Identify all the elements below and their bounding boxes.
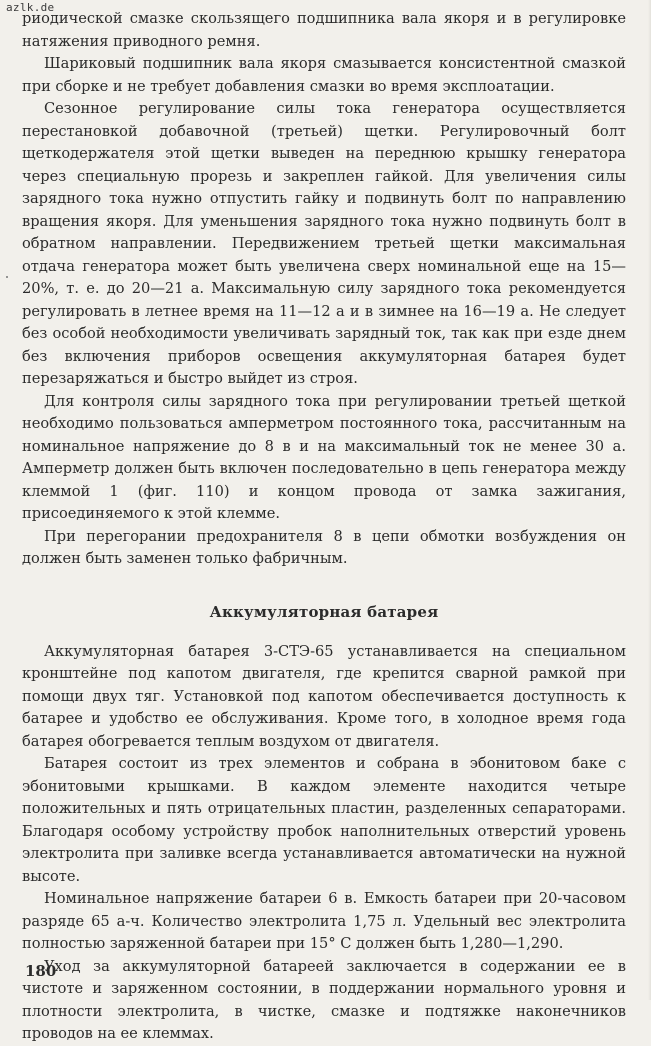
paragraph-battery-specs: Номинальное напряжение батареи 6 в. Емкость батареи при 20-часовом разряде 65 а-ч. Количество электролита 1,75 л. Удельный вес электролита полностью заряженной батареи при 15° С должен быть 1,280—1,290. [22,890,626,952]
section-heading: Аккумуляторная батарея [209,602,439,621]
paragraph-continuation: риодической смазке скользящего подшипника вала якоря и в регулировке натяжения приводного ремня. [22,10,626,50]
scan-speck [6,276,8,278]
paragraph-battery-care: Уход за аккумуляторной батареей заключается в содержании ее в чистоте и заряженном состоянии, в поддержании нормального уровня и плотности электролита, в чистке, смазке и подтяжке наконечников проводов на ее клеммах. [22,957,626,1042]
paragraph-ball-bearing: Шариковый подшипник вала якоря смазывается консистентной смазкой при сборке и не требует добавления смазки во время эксплоатации. [22,55,626,95]
page-number: 180 [25,962,57,980]
watermark: azlk.de [6,1,55,14]
paragraph-ammeter-control: Для контроля силы зарядного тока при регулировании третьей щеткой необходимо пользоваться амперметром постоянного тока, рассчитанным на номинальное напряжение до 8 в и на максимальный ток не менее 30 а. Амперметр должен быть включен последовательно в цепь генератора между клеммой 1 (фиг. 110) и концом провода от замка зажигания, присоединяемого к этой клемме. [22,392,626,522]
paragraph-fuse: При перегорании предохранителя 8 в цепи обмотки возбуждения он должен быть заменен только фабричным. [22,527,626,567]
paragraph-seasonal-regulation: Сезонное регулирование силы тока генератора осуществляется перестановкой добавочной (третьей) щетки. Регулировочный болт щеткодержателя этой щетки выведен на переднюю крышку генератора через специальную прорезь и закреплен гайкой. Для увеличения силы зарядного тока нужно отпустить гайку и подвинуть болт по направлению вращения якоря. Для уменьшения зарядного тока нужно подвинуть болт в обратном направлении. Передвижением третьей щетки максимальная отдача генератора может быть увеличена сверх номинальной еще на 15—20%, т. е. до 20—21 а. Максимальную силу зарядного тока рекомендуется регулировать в летнее время на 11—12 а и в зимнее на 16—19 а. Не следует без особой необходимости увеличивать зарядный ток, так как при езде днем без включения приборов освещения аккумуляторная батарея будет перезаряжаться и быстро выйдет из строя. [22,100,626,387]
paragraph-battery-mounting: Аккумуляторная батарея 3-СТЭ-65 устанавливается на специальном кронштейне под капотом двигателя, где крепится сварной рамкой при помощи двух тяг. Установкой под капотом обеспечивается доступность к батарее и удобство ее обслуживания. Кроме того, в холодное время года батарея обогревается теплым воздухом от двигателя. [22,642,626,750]
paragraph-battery-structure: Батарея состоит из трех элементов и собрана в эбонитовом баке с эбонитовыми крышками. В каждом элементе находится четыре положительных и пять отрицательных пластин, разделенных сепараторами. Благодаря особому устройству пробок наполнительных отверстий уровень электролита при заливке всегда устанавливается автоматически на нужной высоте. [22,755,626,885]
page-body [22,8,626,1046]
